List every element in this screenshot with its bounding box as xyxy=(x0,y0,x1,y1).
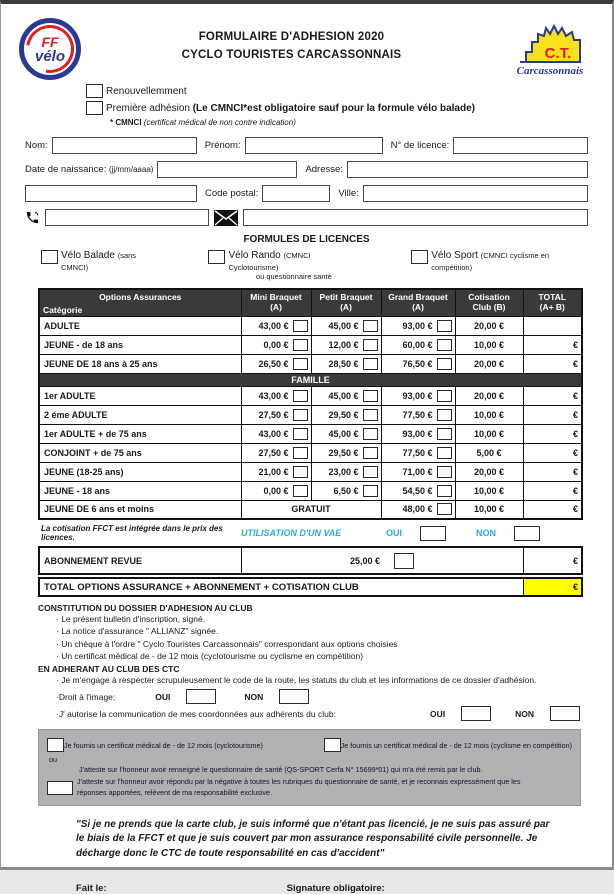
total-table xyxy=(38,577,583,597)
grand-braquet-cell: 93,00 € xyxy=(381,316,455,335)
formules-options xyxy=(1,245,612,282)
grand-braquet-checkbox[interactable] xyxy=(437,339,452,351)
mini-braquet-cell: 27,50 € xyxy=(241,443,311,462)
adhesion-type-section xyxy=(1,80,612,127)
grand-braquet-cell: 76,50 € xyxy=(381,354,455,373)
vae-oui-label: OUI xyxy=(386,528,403,539)
grand-braquet-cell: 77,50 € xyxy=(381,405,455,424)
mini-braquet-cell: 43,00 € xyxy=(241,316,311,335)
total-cell: € xyxy=(523,354,582,373)
velo-rando-label: Vélo Rando (CMNCI Cyclotourisme) ou questionnaire santé xyxy=(228,250,332,281)
autorise-oui-checkbox[interactable] xyxy=(461,706,491,721)
table-row xyxy=(39,443,582,462)
grand-braquet-cell: 60,00 € xyxy=(381,335,455,354)
cert-competition-checkbox[interactable] xyxy=(324,738,341,752)
petit-braquet-checkbox[interactable] xyxy=(363,320,378,332)
prenom-input[interactable] xyxy=(245,137,383,154)
petit-braquet-checkbox[interactable] xyxy=(363,447,378,459)
autorise-label: · J' autorise la communication de mes coordonnées aux adhérents du club: xyxy=(58,708,336,719)
petit-braquet-checkbox[interactable] xyxy=(363,390,378,402)
vae-oui-checkbox[interactable] xyxy=(420,526,446,541)
table-row xyxy=(39,335,582,354)
email-input[interactable] xyxy=(243,209,588,226)
mini-braquet-checkbox[interactable] xyxy=(293,320,308,332)
petit-braquet-checkbox[interactable] xyxy=(363,358,378,370)
famille-section-header: FAMILLE xyxy=(39,373,582,386)
signature-label: Signature obligatoire: xyxy=(286,883,385,894)
droit-oui-checkbox[interactable] xyxy=(186,689,216,704)
petit-braquet-checkbox[interactable] xyxy=(363,339,378,351)
ffvelo-logo-text-bottom: vélo xyxy=(34,47,65,65)
fait-le-label: Fait le: xyxy=(76,883,107,894)
atteste-negative-label: J'atteste sur l'honneur avoir répondu par la négative à toutes les rubriques du questionnaire de santé, et je reconnais expressément que les réponses apportées, relèvent de ma responsabilité exclusive. xyxy=(77,776,521,797)
grand-braquet-cell: 48,00 € xyxy=(381,500,455,519)
velo-sport-checkbox[interactable] xyxy=(411,250,428,264)
first-adhesion-label: Première adhésion (Le CMNCI*est obligatoire sauf pour la formule vélo balade) xyxy=(106,102,475,114)
cert-cyclotourisme-checkbox[interactable] xyxy=(47,738,64,752)
petit-braquet-cell: 12,00 € xyxy=(311,335,381,354)
pricing-table-wrap xyxy=(1,282,612,598)
cotisation-cell: 20,00 € xyxy=(455,386,523,405)
phone-input[interactable] xyxy=(45,209,209,226)
droit-image-label: · Droit à l'image: xyxy=(58,691,116,702)
svg-text:Carcassonnais: Carcassonnais xyxy=(516,65,584,77)
adherant-section xyxy=(1,662,612,721)
category-cell: 2 éme ADULTE xyxy=(39,405,241,424)
grand-braquet-cell: 54,50 € xyxy=(381,481,455,500)
constitution-bullet: · Un chèque à l'ordre " Cyclo Touristes Carcassonnais" correspondant aux options choisies xyxy=(38,638,588,650)
table-row xyxy=(39,405,582,424)
category-cell: ADULTE xyxy=(39,316,241,335)
total-cell: € xyxy=(523,335,582,354)
category-cell: JEUNE DE 18 ans à 25 ans xyxy=(39,354,241,373)
cotisation-cell: 10,00 € xyxy=(455,405,523,424)
col-header-petit-braquet: Petit Braquet (A) xyxy=(311,289,381,317)
nom-input[interactable] xyxy=(52,137,197,154)
total-amount-cell: € xyxy=(523,578,582,596)
formules-heading: FORMULES DE LICENCES xyxy=(243,234,370,245)
cotisation-cell: 10,00 € xyxy=(455,335,523,354)
category-cell: JEUNE - de 18 ans xyxy=(39,335,241,354)
total-cell: € xyxy=(523,386,582,405)
total-cell: € xyxy=(523,500,582,519)
constitution-bullet: · Le présent bulletin d'inscription, signé. xyxy=(38,613,588,625)
category-cell: JEUNE (18-25 ans) xyxy=(39,462,241,481)
petit-braquet-cell: 45,00 € xyxy=(311,386,381,405)
mini-braquet-cell: 26,50 € xyxy=(241,354,311,373)
adresse-label: Adresse: xyxy=(305,164,343,175)
cotisation-cell: 20,00 € xyxy=(455,354,523,373)
famille-rows xyxy=(39,386,582,519)
col-header-cotisation: Cotisation Club (B) xyxy=(455,289,523,317)
constitution-heading: CONSTITUTION DU DOSSIER D'ADHESION AU CLUB xyxy=(38,603,253,614)
table-row xyxy=(39,481,582,500)
table-row xyxy=(39,316,582,335)
grand-braquet-checkbox[interactable] xyxy=(437,390,452,402)
atteste-questionnaire-line: J'atteste sur l'honneur avoir renseigné le questionnaire de santé (QS-SPORT Cerfa N° 15699*01) qui m'a été remis par le club. xyxy=(79,765,483,775)
col-header-categorie: Options Assurances Catégorie xyxy=(39,289,241,317)
petit-braquet-cell: 29,50 € xyxy=(311,405,381,424)
category-cell: JEUNE - 18 ans xyxy=(39,481,241,500)
droit-oui-label: OUI xyxy=(155,691,171,702)
table-row xyxy=(39,354,582,373)
total-cell: € xyxy=(523,424,582,443)
mini-braquet-checkbox[interactable] xyxy=(293,466,308,478)
cert-competition-label: Je fournis un certificat médical de - de 12 mois (cyclisme en compétition) xyxy=(340,740,572,750)
petit-braquet-checkbox[interactable] xyxy=(363,409,378,421)
petit-braquet-checkbox[interactable] xyxy=(363,485,378,497)
table-row xyxy=(39,462,582,481)
petit-braquet-cell: 28,50 € xyxy=(311,354,381,373)
total-cell: € xyxy=(523,481,582,500)
category-cell: 1er ADULTE xyxy=(39,386,241,405)
adresse-input[interactable] xyxy=(347,161,588,178)
cotisation-cell: 10,00 € xyxy=(455,424,523,443)
petit-braquet-cell: 29,50 € xyxy=(311,443,381,462)
abonnement-table xyxy=(38,546,583,575)
petit-braquet-cell: 6,50 € xyxy=(311,481,381,500)
grand-braquet-checkbox[interactable] xyxy=(437,485,452,497)
droit-non-checkbox[interactable] xyxy=(279,689,309,704)
form-title xyxy=(81,18,502,65)
velo-sport-label: Vélo Sport (CMNCI cyclisme en compétition) xyxy=(431,250,550,272)
ffvelo-logo xyxy=(19,18,81,80)
atteste-checkbox[interactable] xyxy=(47,781,73,795)
grand-braquet-checkbox[interactable] xyxy=(437,447,452,459)
adherant-engage: · Je m'engage à respecter scrupuleusement le code de la route, les statuts du club et les informations de ce dossier d'adhésion. xyxy=(38,674,588,687)
svg-text:C.T.: C.T. xyxy=(544,45,572,62)
mini-braquet-checkbox[interactable] xyxy=(293,428,308,440)
velo-balade-checkbox[interactable] xyxy=(41,250,58,264)
individual-rows xyxy=(39,316,582,373)
cotisation-cell: 10,00 € xyxy=(455,481,523,500)
table-row xyxy=(39,500,582,519)
grand-braquet-cell: 77,50 € xyxy=(381,443,455,462)
total-cell: € xyxy=(523,443,582,462)
cotisation-cell: 10,00 € xyxy=(455,500,523,519)
cotisation-cell: 5,00 € xyxy=(455,443,523,462)
abonnement-price-cell: 25,00 € xyxy=(241,547,523,574)
mini-braquet-checkbox[interactable] xyxy=(293,485,308,497)
col-header-total: TOTAL (A+ B) xyxy=(523,289,582,317)
category-cell: JEUNE DE 6 ans et moins xyxy=(39,500,241,519)
mini-braquet-checkbox[interactable] xyxy=(293,409,308,421)
licence-label: N° de licence: xyxy=(390,140,450,151)
mini-braquet-checkbox[interactable] xyxy=(293,358,308,370)
vae-non-label: NON xyxy=(476,528,497,539)
droit-image-line xyxy=(38,689,588,704)
grand-braquet-checkbox[interactable] xyxy=(437,503,452,515)
grand-braquet-cell: 93,00 € xyxy=(381,424,455,443)
vae-line xyxy=(38,520,612,546)
renewal-checkbox[interactable] xyxy=(86,84,103,98)
envelope-icon xyxy=(209,210,243,226)
cotisation-cell: 20,00 € xyxy=(455,316,523,335)
velo-rando-checkbox[interactable] xyxy=(208,250,225,264)
mini-braquet-cell: 21,00 € xyxy=(241,462,311,481)
phone-icon xyxy=(25,210,45,225)
signature-line xyxy=(1,861,612,894)
mini-braquet-cell: 43,00 € xyxy=(241,424,311,443)
form-title-line2: CYCLO TOURISTES CARCASSONNAIS xyxy=(181,49,402,62)
total-cell: € xyxy=(523,462,582,481)
mini-braquet-cell: 0,00 € xyxy=(241,481,311,500)
naissance-input[interactable] xyxy=(157,161,297,178)
table-row xyxy=(39,424,582,443)
cotisation-cell: 20,00 € xyxy=(455,462,523,481)
ffvelo-logo-text-top: FF xyxy=(41,33,59,50)
renewal-label: Renouvellemment xyxy=(106,85,187,97)
ou-label: ou xyxy=(49,755,57,765)
vae-label: UTILISATION D'UN VAE xyxy=(241,528,342,539)
abonnement-checkbox[interactable] xyxy=(394,553,414,569)
autorise-line xyxy=(38,706,588,721)
constitution-bullet: · Un certificat médical de - de 12 mois (cyclotourisme ou cyclisme en compétition) xyxy=(38,650,588,662)
col-header-grand-braquet: Grand Braquet (A) xyxy=(381,289,455,317)
cmnci-footnote: * CMNCI (certificat médical de non contre indication) xyxy=(110,118,296,127)
petit-braquet-cell: 45,00 € xyxy=(311,424,381,443)
grand-braquet-checkbox[interactable] xyxy=(437,320,452,332)
grand-braquet-checkbox[interactable] xyxy=(437,409,452,421)
constitution-bullet: · La notice d'assurance " ALLIANZ" signée. xyxy=(38,625,588,637)
mini-braquet-checkbox[interactable] xyxy=(293,390,308,402)
form-title-line1: FORMULAIRE D'ADHESION 2020 xyxy=(198,31,385,43)
ville-label: Ville: xyxy=(338,188,359,199)
licence-input[interactable] xyxy=(453,137,588,154)
cert-cyclotourisme-label: Je fournis un certificat médical de - de 12 mois (cyclotourisme) xyxy=(64,740,263,750)
mini-braquet-cell: 27,50 € xyxy=(241,405,311,424)
naissance-label: Date de naissance: (jj/mm/aaaa) xyxy=(25,164,154,175)
first-adhesion-checkbox[interactable] xyxy=(86,101,103,115)
droit-non-label: NON xyxy=(244,691,264,702)
petit-braquet-cell: 23,00 € xyxy=(311,462,381,481)
nom-label: Nom: xyxy=(25,140,48,151)
ffct-note: La cotisation FFCT est intégrée dans le prix des licences. xyxy=(41,524,223,543)
prenom-label: Prénom: xyxy=(204,140,241,151)
category-cell: CONJOINT + de 75 ans xyxy=(39,443,241,462)
code-postal-input[interactable] xyxy=(262,185,330,202)
table-row xyxy=(39,386,582,405)
category-cell: 1er ADULTE + de 75 ans xyxy=(39,424,241,443)
petit-braquet-cell: 45,00 € xyxy=(311,316,381,335)
col-header-mini-braquet: Mini Braquet (A) xyxy=(241,289,311,317)
liability-disclaimer: "Si je ne prends que la carte club, je suis informé que n'étant pas licencié, je ne suis pas assuré par le biais de la FFCT et que je suis couvert par mon assurance responsabilité civile personnelle. Je décharge donc le CTC de toute responsabilité en cas d'accident" xyxy=(76,818,550,859)
mini-braquet-cell: 0,00 € xyxy=(241,335,311,354)
velo-balade-label: Vélo Balade (sans CMNCI) xyxy=(61,250,137,272)
medical-certificate-box xyxy=(38,729,581,805)
grand-braquet-checkbox[interactable] xyxy=(437,466,452,478)
pricing-table xyxy=(38,288,583,521)
petit-braquet-checkbox[interactable] xyxy=(363,466,378,478)
grand-braquet-checkbox[interactable] xyxy=(437,358,452,370)
total-label: TOTAL OPTIONS ASSURANCE + ABONNEMENT + COTISATION CLUB xyxy=(39,578,523,596)
code-postal-label: Code postal: xyxy=(205,188,259,199)
total-cell xyxy=(523,316,582,335)
abonnement-label: ABONNEMENT REVUE xyxy=(39,547,241,574)
total-cell: € xyxy=(523,405,582,424)
abonnement-total-cell: € xyxy=(523,547,582,574)
autorise-non-checkbox[interactable] xyxy=(550,706,580,721)
grand-braquet-cell: 71,00 € xyxy=(381,462,455,481)
gratuit-cell: GRATUIT xyxy=(241,500,381,519)
petit-braquet-checkbox[interactable] xyxy=(363,428,378,440)
form-header xyxy=(1,4,612,80)
autorise-oui-label: OUI xyxy=(429,708,446,719)
grand-braquet-cell: 93,00 € xyxy=(381,386,455,405)
adherant-heading: EN ADHERANT AU CLUB DES CTC xyxy=(38,664,180,675)
ville-input[interactable] xyxy=(363,185,588,202)
identity-section xyxy=(1,127,612,226)
constitution-section xyxy=(1,597,612,662)
ct-carcassonnais-logo xyxy=(502,18,594,80)
grand-braquet-checkbox[interactable] xyxy=(437,428,452,440)
adresse2-input[interactable] xyxy=(25,185,197,202)
mini-braquet-checkbox[interactable] xyxy=(293,339,308,351)
autorise-non-label: NON xyxy=(515,708,534,719)
mini-braquet-checkbox[interactable] xyxy=(293,447,308,459)
vae-non-checkbox[interactable] xyxy=(514,526,540,541)
mini-braquet-cell: 43,00 € xyxy=(241,386,311,405)
